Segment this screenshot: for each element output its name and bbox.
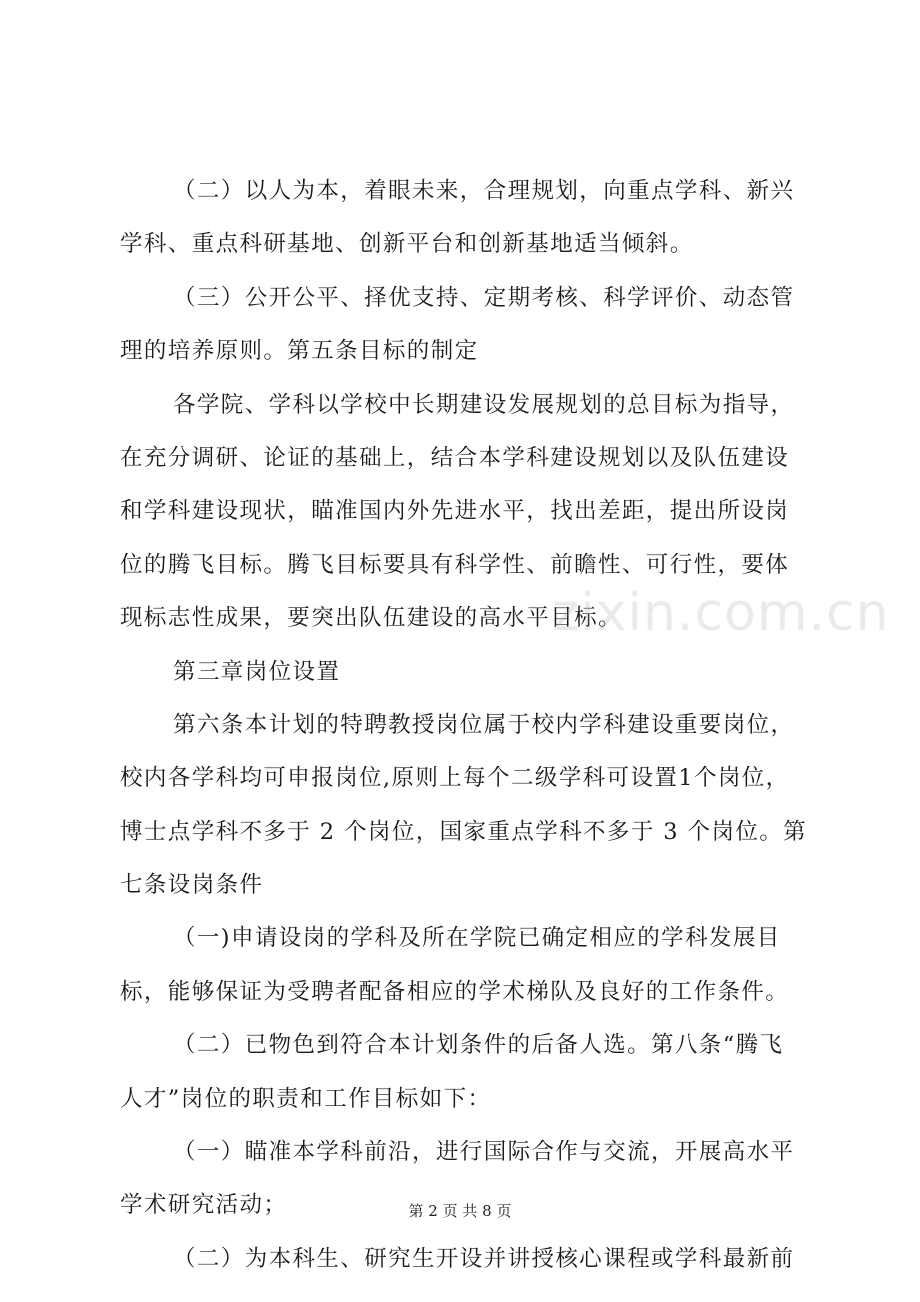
text-line: （三）公开公平、择优支持、定期考核、科学评价、动态管: [173, 284, 795, 311]
text-line: 学术研究活动；: [120, 1192, 288, 1219]
text-line: 位的腾飞目标。腾飞目标要具有科学性、前瞻性、可行性，要体: [120, 551, 790, 578]
text-line: （一)申请设岗的学科及所在学院已确定相应的学科发展目: [173, 925, 781, 952]
text-line: 理的培养原则。第五条目标的制定: [120, 338, 479, 365]
text-line: （二）已物色到符合本计划条件的后备人选。第八条“腾飞: [173, 1032, 784, 1059]
chapter-heading: 第三章岗位设置: [173, 658, 341, 685]
text-line: （二）为本科生、研究生开设并讲授核心课程或学科最新前: [173, 1245, 795, 1272]
text-line: 学科、重点科研基地、创新平台和创新基地适当倾斜。: [120, 231, 694, 258]
text-line: 现标志性成果，要突出队伍建设的高水平目标。: [120, 605, 622, 632]
text-line: 第六条本计划的特聘教授岗位属于校内学科建设重要岗位，: [173, 711, 795, 738]
text-line: 校内各学科均可申报岗位,原则上每个二级学科可设置1个岗位，: [120, 765, 790, 792]
text-line: 人才”岗位的职责和工作目标如下：: [120, 1085, 492, 1112]
text-line: 在充分调研、论证的基础上，结合本学科建设规划以及队伍建设: [120, 444, 790, 471]
text-line: （二）以人为本，着眼未来，合理规划，向重点学科、新兴: [173, 178, 795, 204]
text-line: 和学科建设现状，瞄准国内外先进水平，找出差距，提出所设岗: [120, 498, 790, 525]
page-footer: 第 2 页 共 8 页: [408, 1202, 512, 1220]
text-line: 博士点学科不多于 2 个岗位，国家重点学科不多于 3 个岗位。第: [120, 818, 808, 845]
text-line: （一）瞄准本学科前沿，进行国际合作与交流，开展高水平: [173, 1139, 795, 1166]
text-line: 标，能够保证为受聘者配备相应的学术梯队及良好的工作条件。: [120, 978, 790, 1005]
document-body: [120, 165, 810, 1286]
text-line: 七条设岗条件: [120, 872, 264, 899]
text-line: 各学院、学科以学校中长期建设发展规划的总目标为指导，: [173, 391, 795, 418]
watermark: zixin.com.cn: [552, 583, 890, 643]
